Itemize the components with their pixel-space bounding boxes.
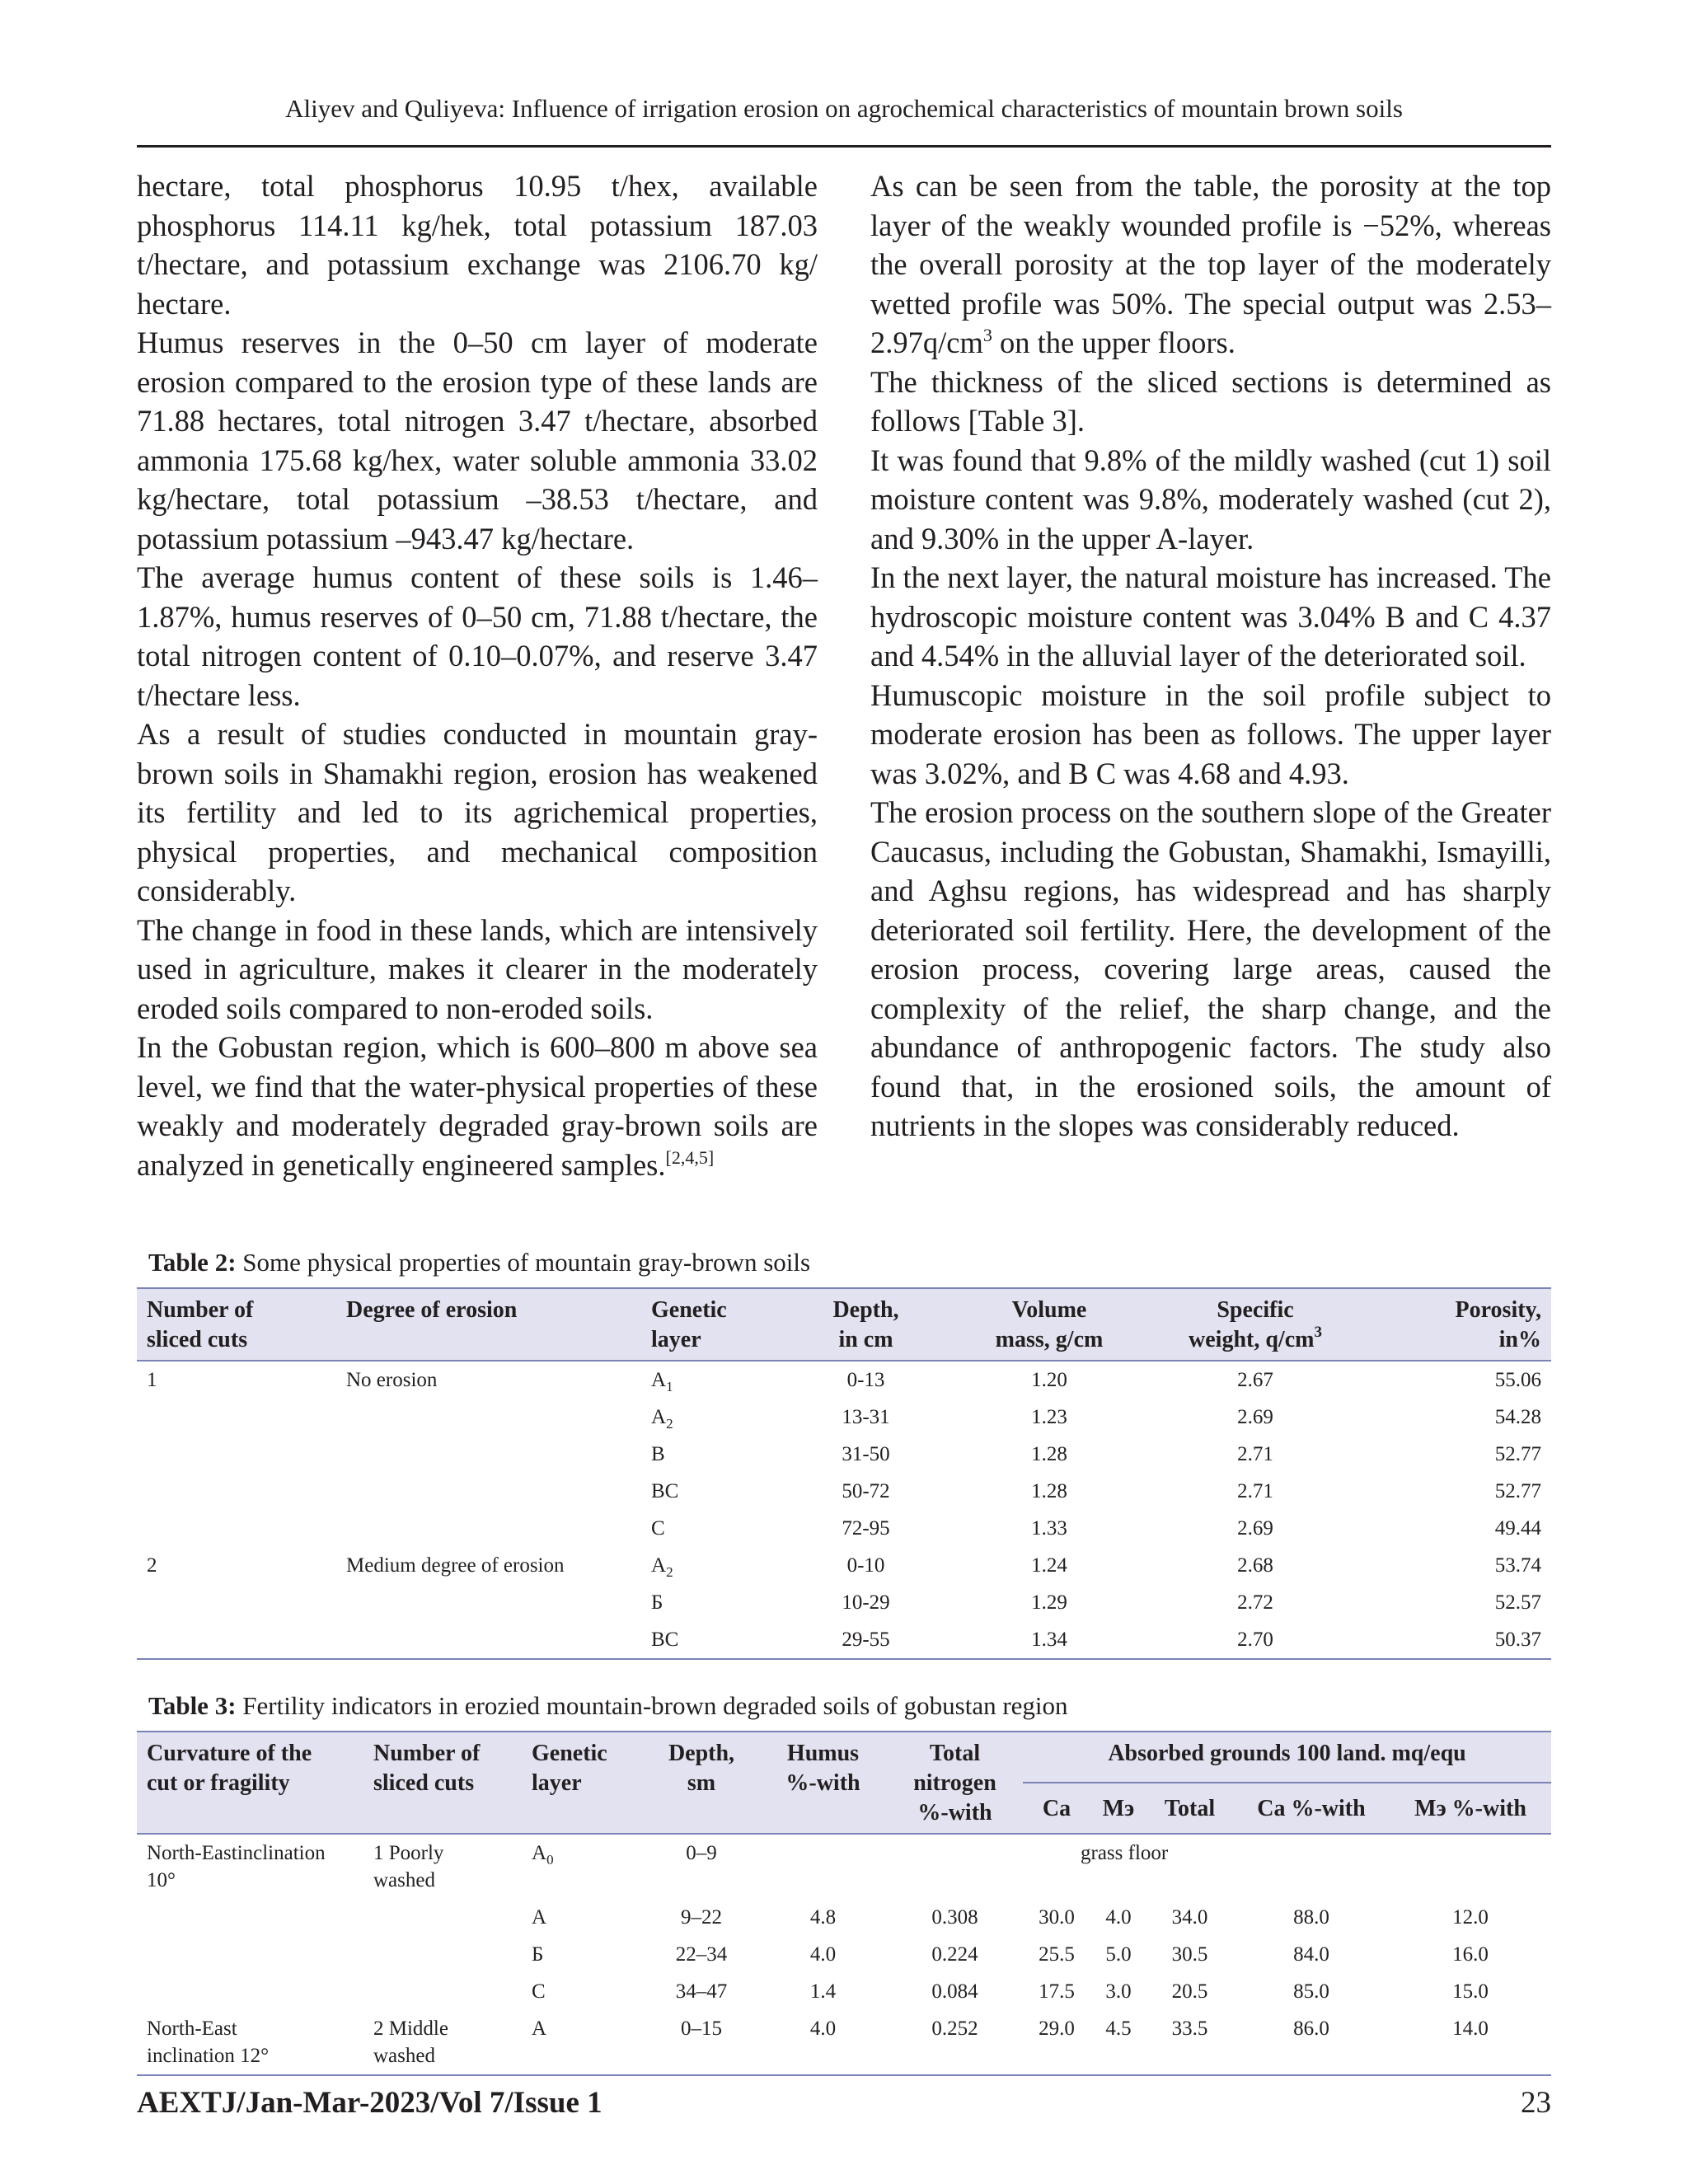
col-header-cuts: Number of sliced cuts xyxy=(363,1732,522,1834)
col-header-me: Mэ xyxy=(1090,1783,1146,1834)
cell-layer xyxy=(641,1621,785,1659)
table-row xyxy=(137,2010,1551,2075)
cell-degree: No erosion xyxy=(346,1369,438,1391)
caption-text: Some physical properties of mountain gray-brown soils xyxy=(236,1248,811,1277)
cell-nitrogen xyxy=(887,1834,1023,1899)
col-header-specific: Specific weight, $q/cm^3$ xyxy=(1152,1288,1358,1361)
cell-specific: 2.71 xyxy=(1237,1480,1273,1502)
cell-layer xyxy=(641,1436,785,1473)
cell-layer xyxy=(522,1936,644,1973)
paragraph: The change in food in these lands, which are intensively used in agriculture, makes it clearer in the moderately eroded soils compared to non-eroded soils. xyxy=(137,912,818,1025)
cell-cut xyxy=(137,1473,336,1510)
layer-symbol: C xyxy=(651,1517,665,1540)
cell-specific: 2.68 xyxy=(1237,1554,1273,1577)
cell-layer xyxy=(522,1834,644,1899)
cell-volume: 1.33 xyxy=(1031,1517,1067,1540)
left-column xyxy=(137,166,818,1184)
cell-depth: 0–9 xyxy=(686,1842,717,1864)
layer-subscript: 1 xyxy=(666,1379,673,1394)
cell-volume: 1.24 xyxy=(1031,1554,1067,1577)
cell-depth: 50-72 xyxy=(842,1480,890,1502)
caption-label: Table 3: xyxy=(148,1691,237,1720)
cell-nitrogen: 0.252 xyxy=(931,2018,978,2040)
layer-symbol: A xyxy=(532,1842,547,1864)
table-row xyxy=(137,1899,1551,1936)
cell-curvature xyxy=(137,1973,363,2010)
cell-curvature xyxy=(137,1899,363,1936)
cell-volume: 1.23 xyxy=(1031,1406,1067,1428)
paragraph: The thickness of the sliced sections is determined as follows [Table 3]. xyxy=(870,364,1551,438)
cell-nitrogen: 0.308 xyxy=(931,1906,978,1929)
table-row xyxy=(137,1973,1551,2010)
cell-specific: 2.67 xyxy=(1237,1369,1273,1391)
col-header-ca: Ca xyxy=(1023,1783,1090,1834)
cell-humus: 4.0 xyxy=(809,1943,837,1966)
layer-symbol: Б xyxy=(651,1591,663,1614)
col-header-layer: Genetic layer xyxy=(641,1288,785,1361)
cell-layer xyxy=(641,1584,785,1621)
layer-symbol: BC xyxy=(651,1480,679,1502)
cell-cut-line: washed xyxy=(373,1869,435,1891)
paragraph: In the next layer, the natural moisture has increased. The hydroscopic moisture content was 3.04% B and C 4.37 and 4.54% in the alluvial layer of the deteriorated soil. xyxy=(870,560,1551,673)
col-header-volume: Volume mass, g/cm xyxy=(946,1288,1152,1361)
cell-depth: 22–34 xyxy=(675,1943,728,1966)
header-rule xyxy=(137,145,1551,148)
cell-ca: 25.5 xyxy=(1039,1943,1075,1966)
cell-porosity: 53.74 xyxy=(1494,1554,1541,1577)
running-head: Aliyev and Quliyeva: Influence of irrigation erosion on agrochemical characteristics of mountain brown soils xyxy=(285,94,1403,123)
cell-degree xyxy=(336,1510,641,1547)
layer-subscript: 2 xyxy=(666,1564,673,1580)
cell-layer xyxy=(522,1973,644,2010)
cell-layer xyxy=(641,1361,785,1399)
cell-cut-line: washed xyxy=(373,2045,435,2067)
col-header-me-pct: Mэ %-with xyxy=(1390,1783,1551,1834)
col-header-humus: Humus %-with xyxy=(759,1732,887,1834)
cell-cut: 2 xyxy=(147,1554,157,1577)
cell-degree xyxy=(336,1473,641,1510)
paragraph xyxy=(870,166,1551,363)
col-header-porosity: Porosity, in% xyxy=(1358,1288,1551,1361)
cell-specific: 2.71 xyxy=(1237,1443,1273,1465)
table-row xyxy=(137,1834,1551,1899)
col-header-group-absorbed: Absorbed grounds 100 land. mq/equ xyxy=(1023,1732,1551,1783)
paragraph-text: In the Gobustan region, which is 600–800 m above sea level, we find that the water-physical properties of these weakly and moderately degraded gray-brown soils are analyzed in genetically engineered samples. xyxy=(137,1030,818,1182)
cell-me: 5.0 xyxy=(1105,1943,1132,1966)
cell-cut xyxy=(137,1621,336,1659)
cell-ca-pct: 86.0 xyxy=(1293,2018,1329,2040)
cell-degree xyxy=(336,1436,641,1473)
layer-symbol: A xyxy=(651,1406,667,1428)
cell-layer xyxy=(641,1473,785,1510)
paragraph-text: As can be seen from the table, the porosity at the top layer of the weakly wounded profile is −52%, whereas the overall porosity at the top layer of the moderately wetted profile was 50%. The special output was 2.53–2.97q/cm xyxy=(870,169,1551,359)
table-header-row xyxy=(137,1288,1551,1361)
table-row xyxy=(137,1436,1551,1473)
cell-me: 3.0 xyxy=(1105,1980,1132,2003)
cell-cut-line: 1 Poorly xyxy=(373,1842,444,1864)
cell-cut xyxy=(137,1510,336,1547)
col-header-total: Total xyxy=(1146,1783,1233,1834)
cell-curvature-line: inclination 12° xyxy=(147,2045,270,2067)
cell-depth: 0–15 xyxy=(681,2018,722,2040)
paragraph: Humuscopic moisture in the soil profile subject to moderate erosion has been as follows. The upper layer was 3.02%, and B C was 4.68 and 4.93. xyxy=(870,677,1551,790)
table2 xyxy=(137,1287,1551,1660)
cell-cut xyxy=(363,1973,522,2010)
col-header-ca-pct: Ca %-with xyxy=(1233,1783,1390,1834)
cell-cut xyxy=(363,2010,522,2075)
cell-cut xyxy=(137,1399,336,1436)
cell-humus: 4.0 xyxy=(809,2018,837,2040)
footer-journal: AEXTJ/Jan-Mar-2023/Vol 7/Issue 1 xyxy=(137,2086,603,2120)
col-header-degree: Degree of erosion xyxy=(336,1288,641,1361)
page-number: 23 xyxy=(1521,2086,1551,2120)
cell-degree xyxy=(336,1584,641,1621)
cell-curvature xyxy=(137,1834,363,1899)
cell-depth: 31-50 xyxy=(842,1443,890,1465)
paragraph: The erosion process on the southern slope of the Greater Caucasus, including the Gobustan, Shamakhi, Ismayilli, and Aghsu regions, has widespread and has sharply deteriorated soil fertility. Here, the development of the erosion process, covering large areas, caused the complexity of the relief, the sharp change, and the abundance of anthropogenic factors. The study also found that, in the erosioned soils, the amount of nutrients in the slopes was considerably reduced. xyxy=(870,795,1551,1142)
table-row xyxy=(137,1547,1551,1584)
table-header-row xyxy=(137,1732,1551,1783)
cell-me-pct: 16.0 xyxy=(1452,1943,1489,1966)
layer-symbol: A xyxy=(651,1369,667,1391)
superscript: 3 xyxy=(982,325,992,345)
cell-volume: 1.34 xyxy=(1031,1629,1067,1651)
cell-porosity: 55.06 xyxy=(1494,1369,1541,1391)
cell-degree xyxy=(336,1621,641,1659)
cell-nitrogen: 0.084 xyxy=(931,1980,978,2003)
caption-label: Table 2: xyxy=(148,1248,237,1277)
layer-symbol: C xyxy=(532,1980,546,2003)
cell-porosity: 52.57 xyxy=(1494,1591,1541,1614)
col-header-layer: Genetic layer xyxy=(522,1732,644,1834)
cell-ca: 17.5 xyxy=(1039,1980,1075,2003)
cell-total: 33.5 xyxy=(1171,2018,1208,2040)
paragraph: hectare, total phosphorus 10.95 t/hex, available phosphorus 114.11 kg/hek, total potassium 187.03 t/hectare, and potassium exchange was 2106.70 kg/ hectare. xyxy=(137,169,818,321)
cell-depth: 72-95 xyxy=(842,1517,890,1540)
cell-curvature xyxy=(137,2010,363,2075)
table-row xyxy=(137,1584,1551,1621)
cell-volume: 1.20 xyxy=(1031,1369,1067,1391)
paragraph: The average humus content of these soils is 1.46–1.87%, humus reserves of 0–50 cm, 71.88 t/hectare, the total nitrogen content of 0.10–0.07%, and reserve 3.47 t/hectare less. xyxy=(137,560,818,712)
cell-curvature-line: North-East xyxy=(147,2018,237,2040)
cell-ca-pct: 88.0 xyxy=(1293,1906,1329,1929)
cell-porosity: 54.28 xyxy=(1494,1406,1541,1428)
cell-note: grass floor xyxy=(1081,1842,1169,1864)
cell-cut xyxy=(363,1834,522,1899)
cell-total: 20.5 xyxy=(1171,1980,1208,2003)
cell-volume: 1.28 xyxy=(1031,1443,1067,1465)
cell-nitrogen: 0.224 xyxy=(931,1943,978,1966)
cell-humus: 4.8 xyxy=(809,1906,837,1929)
right-column xyxy=(870,166,1551,1146)
cell-depth: 10-29 xyxy=(842,1591,890,1614)
cell-humus: 1.4 xyxy=(809,1980,837,2003)
layer-symbol: B xyxy=(651,1443,665,1465)
paragraph-text: on the upper floors. xyxy=(992,326,1236,359)
col-header-depth: Depth, sm xyxy=(644,1732,759,1834)
caption-text: Fertility indicators in erozied mountain-brown degraded soils of gobustan region xyxy=(236,1691,1068,1720)
col-header-nitrogen: Total nitrogen %-with xyxy=(887,1732,1023,1834)
table-row xyxy=(137,1399,1551,1436)
layer-subscript: 0 xyxy=(546,1852,554,1868)
paragraph xyxy=(137,1028,818,1184)
layer-symbol: A xyxy=(651,1554,667,1577)
cell-depth: 0-13 xyxy=(846,1369,885,1391)
col-header-cuts: Number of sliced cuts xyxy=(137,1288,336,1361)
table-row xyxy=(137,1621,1551,1659)
layer-symbol: BC xyxy=(651,1629,679,1651)
cell-layer xyxy=(522,2010,644,2075)
layer-symbol: A xyxy=(532,1906,547,1929)
cell-cut xyxy=(137,1584,336,1621)
cell-me-pct: 15.0 xyxy=(1452,1980,1489,2003)
cell-volume: 1.29 xyxy=(1031,1591,1067,1614)
cell-total: 30.5 xyxy=(1171,1943,1208,1966)
cell-depth: 0-10 xyxy=(846,1554,885,1577)
cell-degree: Medium degree of erosion xyxy=(346,1554,565,1577)
cell-ca: 30.0 xyxy=(1039,1906,1075,1929)
cell-volume: 1.28 xyxy=(1031,1480,1067,1502)
cell-cut-line: 2 Middle xyxy=(373,2018,448,2040)
cell-specific: 2.70 xyxy=(1237,1629,1273,1651)
cell-layer xyxy=(641,1399,785,1436)
table-row xyxy=(137,1510,1551,1547)
table-row xyxy=(137,1361,1551,1399)
cell-curvature xyxy=(137,1936,363,1973)
layer-symbol: A xyxy=(532,2018,547,2040)
cell-total: 34.0 xyxy=(1171,1906,1208,1929)
cell-curvature-line: 10° xyxy=(147,1869,176,1891)
cell-specific: 2.69 xyxy=(1237,1406,1273,1428)
cell-cut: 1 xyxy=(147,1369,157,1391)
cell-cut xyxy=(363,1936,522,1973)
paragraph: As a result of studies conducted in mountain gray-brown soils in Shamakhi region, erosion has weakened its fertility and led to its agrichemical properties, physical properties, and mechanical composition considerably. xyxy=(137,717,818,907)
paragraph: It was found that 9.8% of the mildly washed (cut 1) soil moisture content was 9.8%, moderately washed (cut 2), and 9.30% in the upper A-layer. xyxy=(870,443,1551,555)
col-header-curvature: Curvature of the cut or fragility xyxy=(137,1732,363,1834)
table3 xyxy=(137,1731,1551,2076)
cell-depth: 9–22 xyxy=(681,1906,722,1929)
cell-specific: 2.69 xyxy=(1237,1517,1273,1540)
cell-ca: 29.0 xyxy=(1039,2018,1075,2040)
cell-me: 4.0 xyxy=(1105,1906,1132,1929)
cell-me: 4.5 xyxy=(1105,2018,1132,2040)
col-header-depth: Depth, in cm xyxy=(785,1288,946,1361)
citation-ref: [2,4,5] xyxy=(665,1146,715,1168)
cell-me-pct: 12.0 xyxy=(1452,1906,1489,1929)
cell-ca-pct: 84.0 xyxy=(1293,1943,1329,1966)
cell-depth: 13-31 xyxy=(842,1406,890,1428)
cell-ca-pct: 85.0 xyxy=(1293,1980,1329,2003)
table-row xyxy=(137,1936,1551,1973)
cell-layer xyxy=(641,1510,785,1547)
cell-porosity: 49.44 xyxy=(1494,1517,1541,1540)
cell-degree xyxy=(336,1399,641,1436)
table-row xyxy=(137,1473,1551,1510)
cell-layer xyxy=(522,1899,644,1936)
cell-porosity: 52.77 xyxy=(1494,1443,1541,1465)
cell-depth: 34–47 xyxy=(675,1980,728,2003)
cell-humus xyxy=(759,1834,887,1899)
cell-porosity: 50.37 xyxy=(1494,1629,1541,1651)
cell-cut xyxy=(137,1436,336,1473)
cell-me-pct: 14.0 xyxy=(1452,2018,1489,2040)
paragraph: Humus reserves in the 0–50 cm layer of moderate erosion compared to the erosion type of these lands are 71.88 hectares, total nitrogen 3.47 t/hectare, absorbed ammonia 175.68 kg/hex, water soluble ammonia 33.02 kg/hectare, total potassium –38.53 t/hectare, and potassium potassium –943.47 kg/hectare. xyxy=(137,326,818,555)
layer-subscript: 2 xyxy=(666,1416,673,1432)
cell-depth: 29-55 xyxy=(842,1629,890,1651)
cell-layer xyxy=(641,1547,785,1584)
layer-symbol: Б xyxy=(532,1943,544,1966)
cell-specific: 2.72 xyxy=(1237,1591,1273,1614)
cell-porosity: 52.77 xyxy=(1494,1480,1541,1502)
table2-caption xyxy=(148,1246,810,1279)
table3-caption xyxy=(148,1690,1068,1722)
cell-cut xyxy=(363,1899,522,1936)
cell-curvature-line: North-Eastinclination xyxy=(147,1842,326,1864)
